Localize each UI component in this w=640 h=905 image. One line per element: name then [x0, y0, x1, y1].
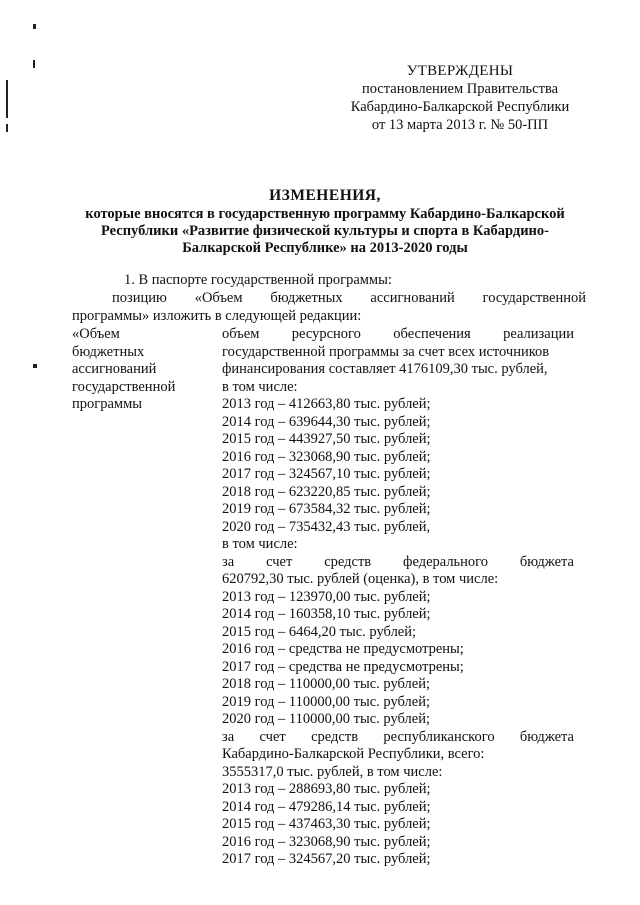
year-line: 2020 год – 735432,43 тыс. рублей,: [222, 518, 431, 535]
year-line: 2013 год – 412663,80 тыс. рублей;: [222, 396, 431, 412]
year-line: 2018 год – 623220,85 тыс. рублей;: [222, 483, 431, 500]
year-line: 2016 год – средства не предусмотрены;: [222, 641, 464, 657]
position-label-line: государственной: [72, 378, 176, 395]
approval-stamp-block: [330, 62, 590, 134]
content-line: за счет средств республиканского бюджета: [222, 728, 574, 745]
content-line: финансирования составляет 4176109,30 тыс. рублей,: [222, 361, 548, 377]
intro-line: позицию «Объем бюджетных ассигнований государственной: [112, 290, 586, 306]
year-line: 2016 год – 323068,90 тыс. рублей;: [222, 833, 431, 850]
title-line: Балкарской Республике» на 2013-2020 годы: [182, 240, 468, 256]
approval-heading: УТВЕРЖДЕНЫ: [406, 63, 514, 79]
position-label-line: «Объем: [72, 326, 120, 342]
year-line: 2014 год – 160358,10 тыс. рублей;: [222, 606, 431, 622]
year-line: 2019 год – 673584,32 тыс. рублей;: [222, 501, 431, 517]
position-label: [72, 326, 222, 414]
year-line: 2020 год – 110000,00 тыс. рублей;: [222, 711, 430, 727]
approval-line: постановлением Правительства: [361, 81, 559, 97]
year-line: 2017 год – 324567,20 тыс. рублей;: [222, 851, 431, 867]
content-line: за счет средств федерального бюджета: [222, 553, 574, 570]
year-line: 2018 год – 110000,00 тыс. рублей;: [222, 676, 430, 692]
scan-mark: [33, 364, 37, 368]
year-line: 2015 год – 437463,30 тыс. рублей;: [222, 816, 431, 832]
year-line: 2016 год – 323068,90 тыс. рублей;: [222, 448, 431, 465]
position-content: [222, 326, 574, 869]
content-line: в том числе:: [222, 378, 298, 395]
content-line: 3555317,0 тыс. рублей, в том числе:: [222, 763, 443, 780]
content-line: 620792,30 тыс. рублей (оценка), в том числе:: [222, 571, 499, 587]
year-line: 2015 год – 6464,20 тыс. рублей;: [222, 623, 417, 640]
document-title: [50, 187, 600, 257]
title-line: которые вносятся в государственную программу Кабардино-Балкарской: [85, 206, 565, 222]
content-line: объем ресурсного обеспечения реализации: [222, 326, 574, 342]
position-label-line: ассигнований: [72, 361, 157, 377]
year-line: 2019 год – 110000,00 тыс. рублей;: [222, 693, 430, 710]
title-main: ИЗМЕНЕНИЯ,: [269, 187, 381, 204]
title-line: Республики «Развитие физической культуры и спорта в Кабардино-: [100, 223, 549, 239]
position-label-line: программы: [72, 396, 142, 412]
scan-mark: [6, 124, 8, 132]
year-line: 2017 год – 324567,10 тыс. рублей;: [222, 466, 431, 482]
position-label-line: бюджетных: [72, 343, 145, 360]
approval-line: Кабардино-Балкарской Республики: [350, 99, 570, 115]
year-line: 2013 год – 288693,80 тыс. рублей;: [222, 781, 431, 797]
year-line: 2015 год – 443927,50 тыс. рублей;: [222, 431, 431, 447]
year-line: 2017 год – средства не предусмотрены;: [222, 658, 464, 675]
year-line: 2014 год – 639644,30 тыс. рублей;: [222, 413, 431, 430]
scan-mark: [33, 24, 36, 29]
approval-line: от 13 марта 2013 г. № 50-ПП: [371, 117, 549, 133]
year-line: 2013 год – 123970,00 тыс. рублей;: [222, 588, 431, 605]
intro-item: 1. В паспорте государственной программы:: [124, 272, 392, 288]
scan-mark: [6, 80, 8, 118]
intro-paragraph: [72, 271, 586, 325]
content-line: Кабардино-Балкарской Республики, всего:: [222, 746, 485, 762]
year-line: 2014 год – 479286,14 тыс. рублей;: [222, 798, 431, 815]
intro-line: программы» изложить в следующей редакции:: [72, 308, 362, 324]
scan-mark: [33, 60, 35, 68]
content-line: в том числе:: [222, 536, 298, 552]
content-line: государственной программы за счет всех источников: [222, 343, 550, 360]
